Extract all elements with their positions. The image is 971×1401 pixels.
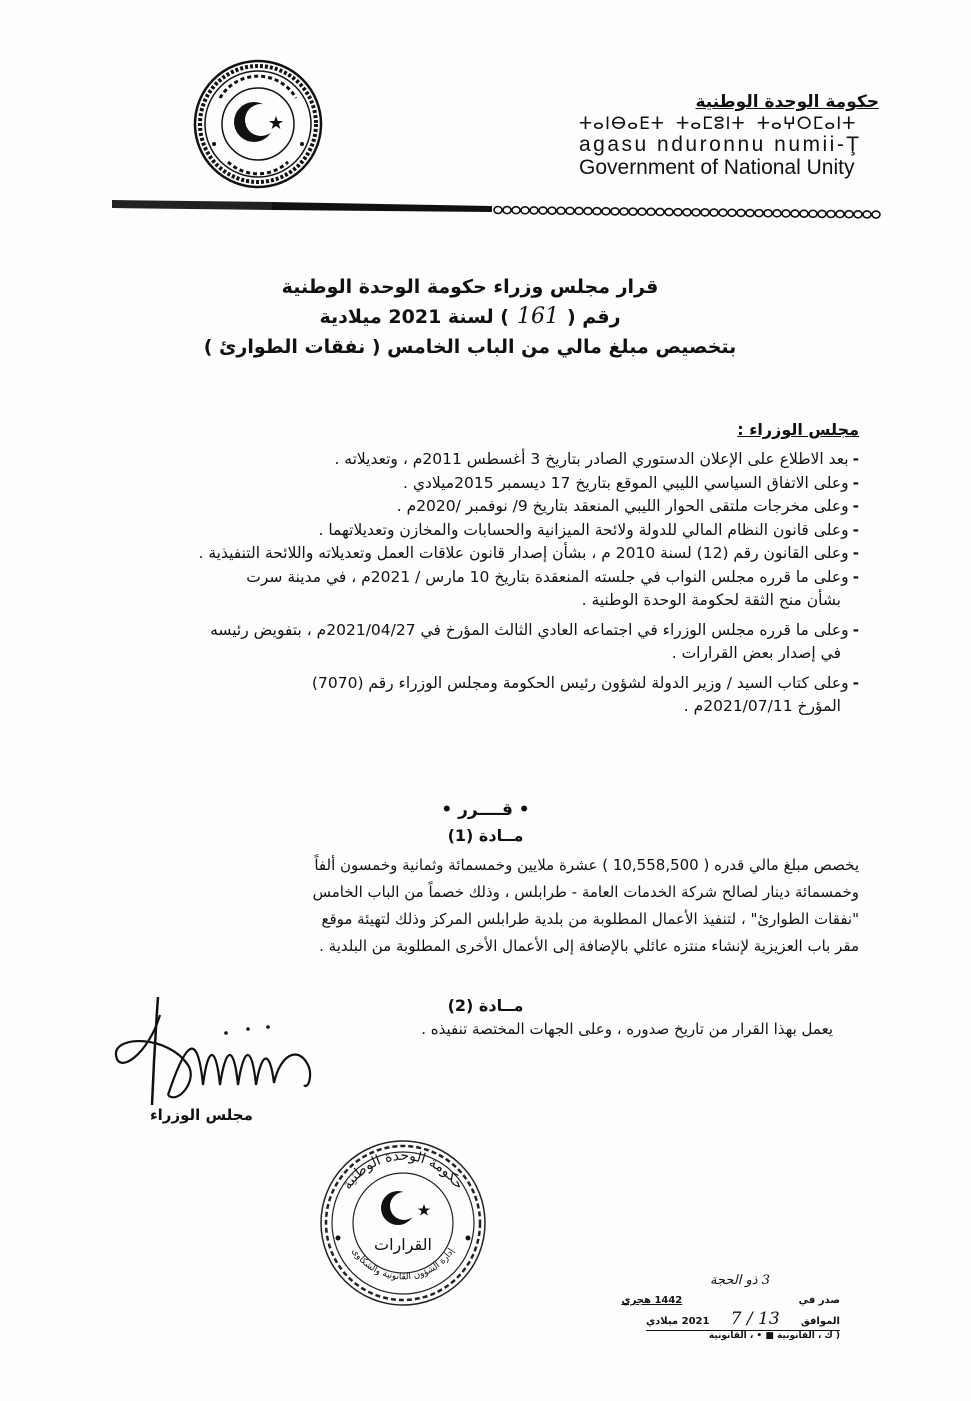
seal-outer-text: حكومة الوحدة الوطنية (339, 1147, 467, 1193)
gregorian-year: 2021 ميلادي (645, 1316, 710, 1327)
bullet-dash: - (852, 473, 859, 492)
article-1-text (99, 852, 859, 960)
government-name-arabic: حكومة الوحدة الوطنية (695, 92, 879, 112)
article-1-line: "نفقات الطوارئ" ، لتنفيذ الأعمال المطلوبة من بلدية طرابلس المركز وذلك لتهيئة موقع (321, 910, 859, 928)
decision-title: قرار مجلس وزراء حكومة الوحدة الوطنية (281, 276, 659, 298)
decision-number-line (200, 302, 740, 332)
article-1-title: مــادة (1) (447, 826, 524, 845)
seal-inner-text: القرارات (374, 1235, 432, 1254)
preamble-heading: مجلس الوزراء : (737, 420, 859, 439)
decision-number: 161 (516, 304, 559, 329)
preamble-item (99, 519, 859, 543)
government-name-english: Government of National Unity (579, 156, 855, 179)
preamble-text: بعد الاطلاع على الإعلان الدستوري الصادر بتاريخ 3 أغسطس 2011م ، وتعديلاته . (334, 450, 849, 468)
preamble-text: المؤرخ 2021/07/11م . (683, 697, 841, 715)
bullet-dash: - (852, 620, 859, 639)
preamble-item (99, 448, 859, 472)
preamble-text: وعلى مخرجات ملتقى الحوار الليبي المنعقد بتاريخ 9/ نوفمبر /2020م . (396, 497, 849, 515)
registry-label: ( ك ، القانونية ■ • ، القانونية (708, 1331, 840, 1341)
decision-subject: بتخصيص مبلغ مالي من الباب الخامس ( نفقات الطوارئ ) (203, 336, 737, 358)
preamble-item-continuation (99, 642, 859, 666)
registration-stamp (600, 1273, 840, 1343)
preamble-text: وعلى كتاب السيد / وزير الدولة لشؤون رئيس الحكومة ومجلس الوزراء رقم (7070) (311, 673, 849, 692)
number-suffix: ) لسنة 2021 ميلادية (319, 306, 509, 328)
bullet-dash: - (852, 544, 859, 562)
article-1-line: مقر باب العزيزية لإنشاء منتزه عائلي بالإضافة إلى الأعمال الأخرى المطلوبة من البلدية . (319, 937, 859, 955)
preamble-item (99, 672, 859, 696)
crescent-star-seal-icon (318, 1138, 488, 1308)
signatory-title: مجلس الوزراء (150, 1106, 253, 1124)
preamble-text: وعلى الاتفاق السياسي الليبي الموقع بتاريخ 17 ديسمبر 2015ميلادي . (402, 473, 849, 492)
preamble-item-continuation (99, 589, 859, 613)
corresponding-label: الموافق (800, 1316, 840, 1327)
article-1-line: وخمسمائة دينار لصالح شركة الخدمات العامة - طرابلس ، وذلك خصماً من الباب الخامس (312, 883, 859, 901)
crescent-star-emblem-icon (192, 58, 324, 190)
preamble-text: وعلى القانون رقم (12) لسنة 2010 م ، بشأن إصدار قانون علاقات العمل وتعديلاته واللائحة التنفيذية . (198, 544, 849, 562)
gregorian-day-month: 13 / 7 (730, 1309, 780, 1329)
bullet-dash: - (852, 497, 859, 515)
header-divider (112, 198, 887, 222)
hijri-year: 1442 هجري (621, 1295, 683, 1306)
hijri-day-month: 3 ذو الحجة (710, 1273, 770, 1288)
preamble-item (99, 495, 859, 519)
decision-title-block (200, 272, 740, 362)
preamble-text: وعلى قانون النظام المالي للدولة ولائحة الميزانية والحسابات والمخازن وتعديلاتهما . (318, 520, 849, 539)
number-prefix: رقم ( (566, 306, 621, 328)
issued-label: صدر في (798, 1295, 840, 1306)
preamble-text: وعلى ما قرره مجلس الوزراء في اجتماعه العادي الثالث المؤرخ في 2021/04/27م ، بتفويض رئيسه (210, 620, 849, 639)
article-2-title: مــادة (2) (447, 996, 524, 1015)
government-name-tifinagh: ⵜⴰⵏⴱⴰⴹⵜ ⵜⴰⵎⵓⵏⵜ ⵜⴰⵖⵔⵎⴰⵏⵜ (579, 114, 857, 134)
seal-bottom-text: إدارة الشؤون القانونية والشكاوى (349, 1246, 457, 1283)
letterhead (579, 92, 879, 180)
preamble-text: في إصدار بعض القرارات . (671, 644, 841, 662)
bullet-dash: - (852, 673, 859, 692)
article-1-line: يخصص مبلغ مالي قدره ( 10,558,500 ) عشرة ملايين وخمسمائة وثمانية وخمسون ألفاً (314, 856, 859, 874)
bullet-dash: - (852, 520, 859, 539)
preamble-item (99, 619, 859, 643)
preamble-text: بشأن منح الثقة لحكومة الوحدة الوطنية . (581, 591, 841, 609)
preamble-item (99, 566, 859, 590)
bullet-dash: - (852, 450, 859, 468)
bullet-dash: - (852, 567, 859, 586)
preamble-item (99, 472, 859, 496)
government-name-amazigh-latin: agasu nduronnu numii-Ţ (579, 133, 862, 156)
article-2-text: يعمل بهذا القرار من تاريخ صدوره ، وعلى الجهات المختصة تنفيذه . (421, 1020, 833, 1038)
preamble-list (99, 448, 859, 719)
decided-heading: • قــــرر • (441, 800, 530, 820)
preamble-item (99, 542, 859, 566)
preamble-text: وعلى ما قرره مجلس النواب في جلسته المنعقدة بتاريخ 10 مارس / 2021م ، في مدينة سرت (246, 567, 849, 586)
preamble-item-continuation (99, 695, 859, 719)
